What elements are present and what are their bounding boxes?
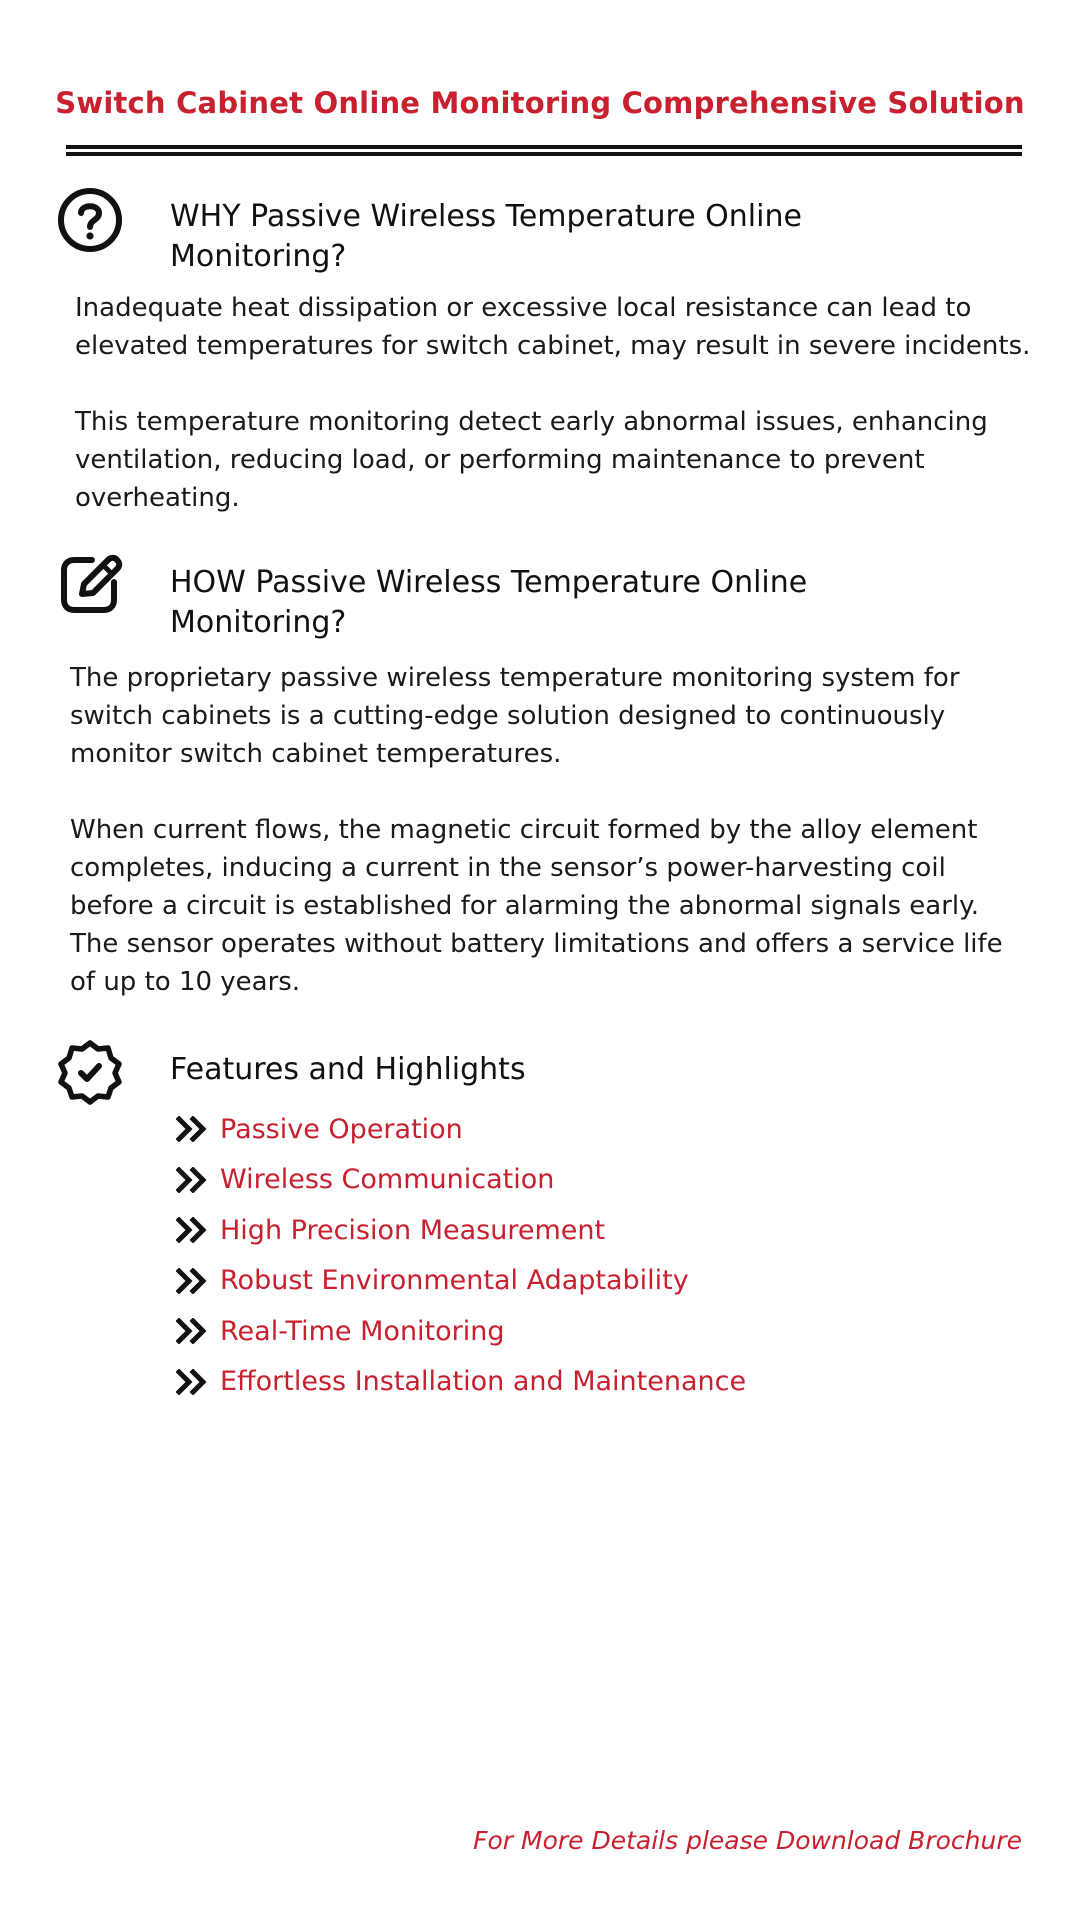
- paragraph: When current flows, the magnetic circuit formed by the alloy element completes, inducing a current in the sensor’s power-harvesting coil before a circuit is established for alarming the abnormal signals early. The sensor operates without battery limitations and offers a service life of up to 10 years.: [70, 815, 1003, 997]
- feature-item: [176, 1104, 746, 1155]
- feature-label: Effortless Installation and Maintenance: [220, 1366, 747, 1398]
- double-chevron-right-icon: [176, 1369, 210, 1395]
- feature-item: [176, 1205, 746, 1256]
- question-circle-icon: [56, 186, 124, 254]
- heading-line: Monitoring?: [170, 605, 347, 640]
- feature-label: Real-Time Monitoring: [220, 1315, 505, 1347]
- feature-label: Robust Environmental Adaptability: [220, 1265, 689, 1297]
- double-chevron-right-icon: [176, 1318, 210, 1344]
- feature-item: [176, 1306, 746, 1357]
- paragraph: Inadequate heat dissipation or excessive local resistance can lead to elevated temperatures for switch cabinet, may result in severe incidents.: [75, 293, 1031, 361]
- double-chevron-right-icon: [176, 1217, 210, 1243]
- heading-line: Monitoring?: [170, 239, 347, 274]
- verified-badge-icon: [56, 1038, 124, 1106]
- section-heading-why: [170, 197, 850, 277]
- feature-label: High Precision Measurement: [220, 1214, 606, 1246]
- download-brochure-link[interactable]: For More Details please Download Brochure: [473, 1826, 1022, 1855]
- edit-pencil-icon: [56, 550, 124, 618]
- paragraph: This temperature monitoring detect early abnormal issues, enhancing ventilation, reducing load, or performing maintenance to prevent overheating.: [75, 407, 988, 513]
- paragraph: The proprietary passive wireless temperature monitoring system for switch cabinets is a cutting-edge solution designed to continuously monitor switch cabinet temperatures.: [70, 663, 960, 769]
- double-chevron-right-icon: [176, 1268, 210, 1294]
- feature-item: [176, 1357, 746, 1408]
- heading-line: WHY Passive Wireless Temperature Online: [170, 199, 802, 234]
- page-title: Switch Cabinet Online Monitoring Comprehensive Solution: [55, 86, 1025, 120]
- section-heading-how: [170, 563, 850, 643]
- feature-item: [176, 1256, 746, 1307]
- feature-item: [176, 1155, 746, 1206]
- heading-line: Features and Highlights: [170, 1052, 526, 1087]
- double-chevron-right-icon: [176, 1116, 210, 1142]
- heading-line: HOW Passive Wireless Temperature Online: [170, 565, 808, 600]
- features-list: [176, 1104, 746, 1407]
- double-chevron-right-icon: [176, 1167, 210, 1193]
- feature-label: Passive Operation: [220, 1113, 463, 1145]
- feature-label: Wireless Communication: [220, 1164, 555, 1196]
- section-heading-features: [170, 1050, 850, 1090]
- title-divider: [66, 145, 1022, 156]
